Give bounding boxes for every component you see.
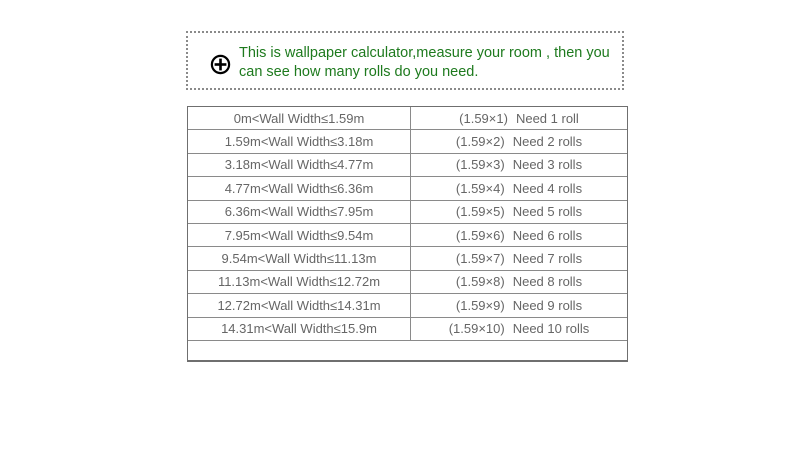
rolls-needed: Need 5 rolls (512, 204, 583, 220)
wall-width-range: 0m<Wall Width≤1.59m (188, 107, 411, 130)
wall-width-range: 3.18m<Wall Width≤4.77m (188, 153, 411, 176)
table-row (188, 130, 627, 153)
rolls-needed-cell (411, 130, 628, 153)
table-row (188, 200, 627, 223)
rolls-needed-cell (411, 247, 628, 270)
table-row (188, 247, 627, 270)
wall-width-range: 7.95m<Wall Width≤9.54m (188, 223, 411, 246)
rolls-needed: Need 9 rolls (512, 297, 583, 313)
rolls-needed-cell (411, 177, 628, 200)
wall-width-range: 1.59m<Wall Width≤3.18m (188, 130, 411, 153)
roll-calculation: (1.59×1) (459, 110, 508, 126)
rolls-needed: Need 7 rolls (512, 251, 583, 267)
roll-calculation: (1.59×2) (455, 134, 505, 150)
rolls-needed: Need 10 rolls (512, 321, 590, 337)
rolls-needed-cell (411, 223, 628, 246)
calculator-notice (186, 31, 624, 90)
roll-table (187, 106, 628, 362)
wall-width-range: 12.72m<Wall Width≤14.31m (188, 294, 411, 317)
roll-calculation: (1.59×10) (448, 321, 505, 337)
rolls-needed: Need 3 rolls (512, 157, 583, 173)
roll-calculation: (1.59×9) (455, 297, 505, 313)
table-row (188, 223, 627, 246)
empty-footer-row (188, 337, 627, 360)
rolls-needed-cell (411, 294, 628, 317)
wall-width-range: 14.31m<Wall Width≤15.9m (188, 317, 411, 340)
wall-width-range: 4.77m<Wall Width≤6.36m (188, 177, 411, 200)
roll-calculation: (1.59×5) (455, 204, 505, 220)
table-row (188, 294, 627, 317)
rolls-needed: Need 4 rolls (512, 180, 583, 196)
rolls-needed: Need 1 roll (515, 110, 579, 126)
table-row (188, 177, 627, 200)
rolls-needed: Need 2 rolls (512, 134, 583, 150)
rolls-needed-cell (411, 153, 628, 176)
notice-text: This is wallpaper calculator,measure your room , then you can see how many rolls do you need. (239, 45, 610, 80)
roll-table-grid (188, 107, 627, 341)
roll-calculation: (1.59×4) (455, 180, 505, 196)
table-row (188, 107, 627, 130)
rolls-needed-cell (411, 270, 628, 293)
roll-calculation: (1.59×3) (455, 157, 505, 173)
table-row (188, 270, 627, 293)
roll-calculation: (1.59×8) (455, 274, 505, 290)
rolls-needed: Need 6 rolls (512, 227, 583, 243)
rolls-needed-cell (411, 200, 628, 223)
rolls-needed-cell (411, 107, 628, 130)
wall-width-range: 11.13m<Wall Width≤12.72m (188, 270, 411, 293)
roll-calculation: (1.59×7) (455, 251, 505, 267)
table-row (188, 153, 627, 176)
rolls-needed: Need 8 rolls (512, 274, 583, 290)
wall-width-range: 6.36m<Wall Width≤7.95m (188, 200, 411, 223)
roll-calculation: (1.59×6) (455, 227, 505, 243)
wall-width-range: 9.54m<Wall Width≤11.13m (188, 247, 411, 270)
plus-circle-icon[interactable] (210, 54, 231, 75)
